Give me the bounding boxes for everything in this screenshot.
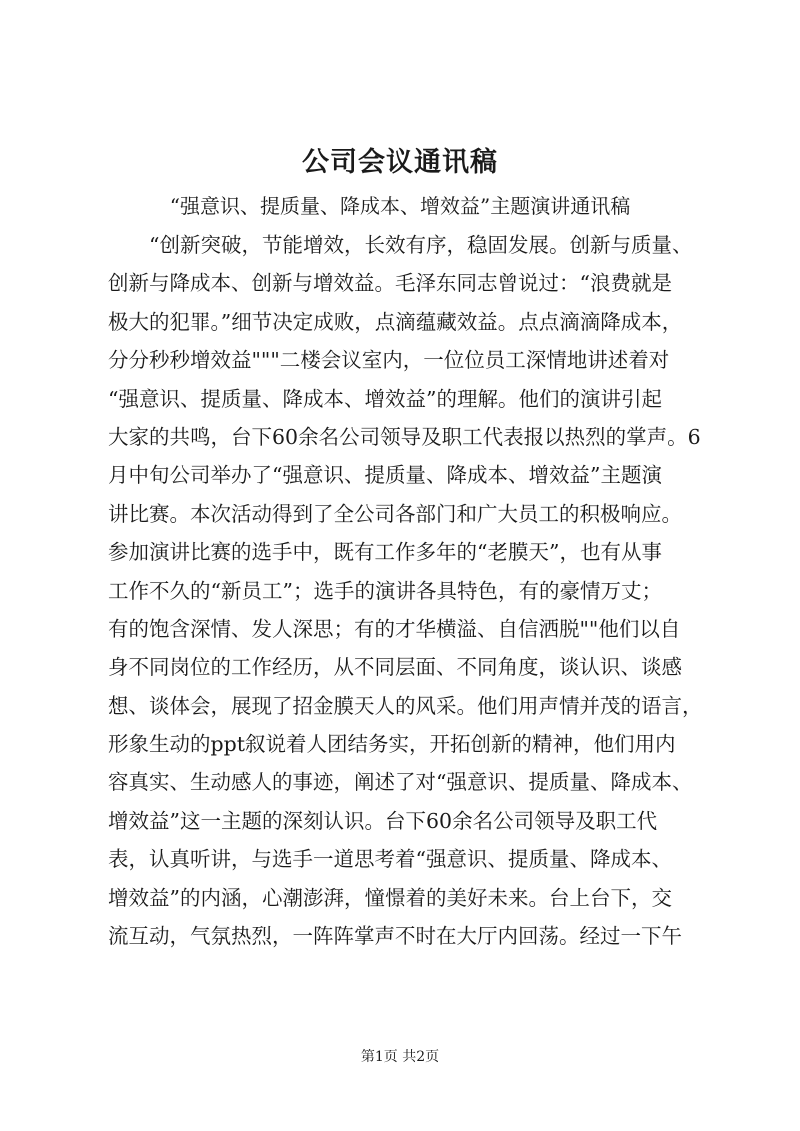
body-line: 工作不久的“新员工”；选手的演讲各具特色，有的豪情万丈； [108, 578, 662, 603]
body-line: 创新与降成本、创新与增效益。毛泽东同志曾说过：“浪费就是 [108, 271, 672, 296]
body-line: 分分秒秒增效益"""二楼会议室内，一位位员工深情地讲述着对 [108, 348, 670, 373]
body-line: 想、谈体会，展现了招金膜天人的风采。他们用声情并茂的语言， [108, 693, 703, 718]
body-line: 有的饱含深情、发人深思；有的才华横溢、自信洒脱""他们以自 [108, 616, 681, 641]
body-line: 极大的犯罪。”细节决定成败，点滴蕴藏效益。点点滴滴降成本， [108, 309, 683, 334]
body-line: 增效益”这一主题的深刻认识。台下60余名公司领导及职工代 [108, 808, 658, 833]
document-subtitle: “强意识、提质量、降成本、增效益”主题演讲通讯稿 [169, 194, 631, 218]
document-title: 公司会议通讯稿 [302, 147, 498, 178]
page-number-footer: 第1页 共2页 [360, 1049, 440, 1065]
body-line: 大家的共鸣，台下60余名公司领导及职工代表报以热烈的掌声。6 [108, 424, 701, 449]
body-line: 增效益”的内涵，心潮澎湃，憧憬着的美好未来。台上台下，交 [108, 885, 672, 910]
body-line: 参加演讲比赛的选手中，既有工作多年的“老膜天”，也有从事 [108, 540, 662, 565]
document-body [108, 226, 708, 955]
body-line: “强意识、提质量、降成本、增效益”的理解。他们的演讲引起 [108, 386, 662, 411]
body-line: 容真实、生动感人的事迹，阐述了对“强意识、提质量、降成本、 [108, 770, 693, 795]
body-line: 身不同岗位的工作经历，从不同层面、不同角度，谈认识、谈感 [108, 655, 682, 680]
body-line: 月中旬公司举办了“强意识、提质量、降成本、增效益”主题演 [108, 463, 662, 488]
body-line: 流互动，气氛热烈，一阵阵掌声不时在大厅内回荡。经过一下午 [108, 924, 682, 949]
body-line: 讲比赛。本次活动得到了全公司各部门和广大员工的积极响应。 [108, 501, 682, 526]
body-line: 形象生动的ppt叙说着人团结务实，开拓创新的精神，他们用内 [108, 732, 676, 757]
body-line: 表，认真听讲，与选手一道思考着“强意识、提质量、降成本、 [108, 847, 672, 872]
body-line: “创新突破，节能增效，长效有序，稳固发展。创新与质量、 [108, 233, 693, 257]
